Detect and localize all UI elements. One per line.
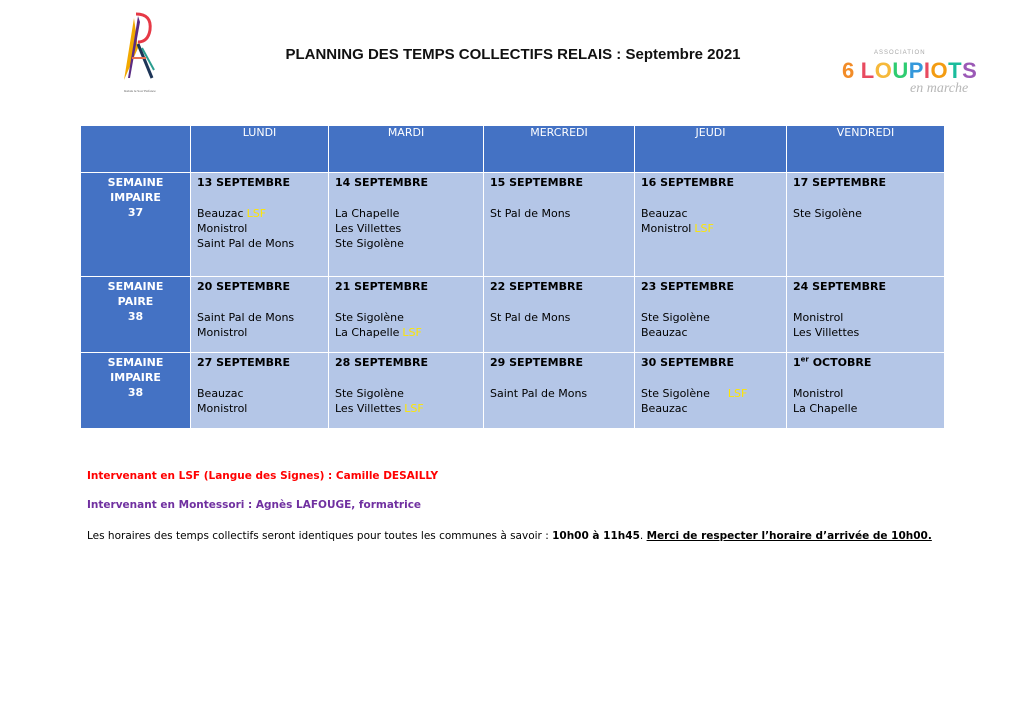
week-label-line: IMPAIRE bbox=[110, 191, 161, 204]
day-cell bbox=[635, 353, 787, 429]
venue-line bbox=[641, 325, 786, 340]
day-date: 20 SEPTEMBRE bbox=[197, 280, 290, 293]
venue-name: Beauzac bbox=[641, 207, 688, 220]
day-date-number: 1 bbox=[793, 356, 801, 369]
venue-line bbox=[793, 386, 944, 401]
venue-line bbox=[335, 325, 483, 340]
week-label-line: IMPAIRE bbox=[110, 371, 161, 384]
venue-line bbox=[641, 221, 786, 236]
lsf-badge: LSF bbox=[246, 207, 267, 220]
venue-line bbox=[793, 310, 944, 325]
brand-letter: P bbox=[908, 58, 924, 83]
loupiots-association-label: ASSOCIATION bbox=[874, 50, 926, 56]
venue-line bbox=[197, 386, 328, 401]
relais-logo-caption: Relais le Sou' Enfance bbox=[124, 89, 156, 93]
venue-name: St Pal de Mons bbox=[490, 207, 571, 220]
venue-name: La Chapelle bbox=[793, 402, 858, 415]
venue-name: Ste Sigolène bbox=[335, 311, 404, 324]
day-cell bbox=[329, 353, 484, 429]
venue-name: Monistrol bbox=[197, 326, 248, 339]
planning-table bbox=[80, 125, 945, 429]
day-cell bbox=[329, 173, 484, 277]
venue-line bbox=[197, 221, 328, 236]
day-date: 27 SEPTEMBRE bbox=[197, 356, 290, 369]
lsf-badge: LSF bbox=[694, 222, 714, 235]
week-label bbox=[81, 277, 191, 353]
header-day: MERCREDI bbox=[484, 126, 635, 173]
week-label-line: SEMAINE bbox=[107, 176, 164, 189]
venue-line bbox=[793, 325, 944, 340]
venue-name: Ste Sigolène bbox=[335, 387, 404, 400]
venue-name: Ste Sigolène bbox=[793, 207, 862, 220]
header-day: JEUDI bbox=[635, 126, 787, 173]
venue-line bbox=[197, 325, 328, 340]
week-label-line: 38 bbox=[127, 386, 144, 399]
day-cell bbox=[787, 353, 945, 429]
day-date: 16 SEPTEMBRE bbox=[641, 176, 734, 189]
venue-name: Les Villettes bbox=[335, 402, 402, 415]
day-date: 30 SEPTEMBRE bbox=[641, 356, 734, 369]
hours-reminder: Merci de respecter l’horaire d’arrivée de 10h00. bbox=[646, 530, 932, 542]
lsf-badge: LSF bbox=[402, 326, 422, 339]
loupiots-tagline: en marche bbox=[910, 81, 969, 96]
day-date: 29 SEPTEMBRE bbox=[490, 356, 583, 369]
day-cell bbox=[635, 173, 787, 277]
week-row bbox=[81, 173, 945, 277]
week-row bbox=[81, 353, 945, 429]
brand-letter: I bbox=[923, 58, 931, 83]
day-date: 13 SEPTEMBRE bbox=[197, 176, 290, 189]
day-cell bbox=[191, 277, 329, 353]
brand-letter: 6 bbox=[842, 58, 855, 83]
venue-name: Saint Pal de Mons bbox=[490, 387, 588, 400]
brand-letter: O bbox=[874, 58, 893, 83]
day-date: 17 SEPTEMBRE bbox=[793, 176, 886, 189]
brand-letter: U bbox=[892, 58, 909, 83]
hours-note bbox=[87, 530, 932, 542]
venue-line bbox=[641, 401, 786, 416]
page-title: PLANNING DES TEMPS COLLECTIFS RELAIS : Septembre 2021 bbox=[285, 46, 741, 63]
lsf-badge: LSF bbox=[404, 402, 424, 415]
header-corner bbox=[81, 126, 191, 173]
day-date-suffix: er bbox=[800, 355, 809, 364]
week-row bbox=[81, 277, 945, 353]
day-cell bbox=[787, 277, 945, 353]
hours-value: 10h00 à 11h45 bbox=[552, 530, 640, 542]
venue-line bbox=[335, 206, 483, 221]
venue-name: Beauzac bbox=[197, 207, 244, 220]
venue-line bbox=[793, 401, 944, 416]
table-header-row bbox=[81, 126, 945, 173]
venue-line bbox=[197, 236, 328, 251]
day-date: 24 SEPTEMBRE bbox=[793, 280, 886, 293]
day-date: 14 SEPTEMBRE bbox=[335, 176, 428, 189]
header-day: VENDREDI bbox=[787, 126, 945, 173]
venue-name: Les Villettes bbox=[793, 326, 860, 339]
relais-logo bbox=[116, 8, 164, 96]
brand-letter: T bbox=[948, 58, 963, 83]
venue-name: Monistrol bbox=[197, 222, 248, 235]
venue-name: Ste Sigolène bbox=[641, 311, 710, 324]
lsf-badge: LSF bbox=[727, 387, 748, 400]
week-label-line: PAIRE bbox=[117, 295, 154, 308]
montessori-note: Intervenant en Montessori : Agnès LAFOUGE, formatrice bbox=[87, 499, 422, 511]
week-label-line: 37 bbox=[127, 206, 144, 219]
venue-line bbox=[335, 310, 483, 325]
venue-name: Saint Pal de Mons bbox=[197, 237, 295, 250]
brand-letter: O bbox=[930, 58, 949, 83]
venue-name: Monistrol bbox=[793, 311, 844, 324]
venue-name: Ste Sigolène bbox=[641, 387, 710, 400]
day-cell bbox=[484, 277, 635, 353]
lsf-note: Intervenant en LSF (Langue des Signes) : Camille DESAILLY bbox=[87, 470, 439, 482]
venue-line bbox=[197, 310, 328, 325]
venue-name: Monistrol bbox=[793, 387, 844, 400]
venue-line bbox=[197, 206, 328, 221]
venue-line bbox=[793, 206, 944, 221]
hours-text: Les horaires des temps collectifs seront identiques pour toutes les communes à savoir : bbox=[87, 530, 553, 542]
venue-name: Saint Pal de Mons bbox=[197, 311, 295, 324]
venue-name: Ste Sigolène bbox=[335, 237, 404, 250]
day-date bbox=[793, 355, 944, 370]
week-label-line: SEMAINE bbox=[107, 356, 164, 369]
venue-name: Monistrol bbox=[641, 222, 692, 235]
day-date: 22 SEPTEMBRE bbox=[490, 280, 583, 293]
day-date: 28 SEPTEMBRE bbox=[335, 356, 428, 369]
venue-line bbox=[641, 206, 786, 221]
venue-name: Monistrol bbox=[197, 402, 248, 415]
week-label bbox=[81, 353, 191, 429]
venue-line bbox=[335, 221, 483, 236]
day-date: 15 SEPTEMBRE bbox=[490, 176, 583, 189]
venue-line bbox=[335, 236, 483, 251]
venue-line bbox=[641, 386, 786, 401]
venue-line bbox=[641, 310, 786, 325]
header-day: LUNDI bbox=[191, 126, 329, 173]
venue-name: La Chapelle bbox=[335, 207, 400, 220]
relais-logo-mark bbox=[116, 8, 164, 88]
hours-separator: . bbox=[639, 530, 647, 542]
header-day: MARDI bbox=[329, 126, 484, 173]
venue-name: Beauzac bbox=[641, 402, 688, 415]
venue-name: Beauzac bbox=[197, 387, 244, 400]
day-cell bbox=[191, 353, 329, 429]
week-label-line: 38 bbox=[127, 310, 144, 323]
venue-line bbox=[335, 401, 483, 416]
day-date-month: OCTOBRE bbox=[808, 356, 872, 369]
day-cell bbox=[484, 353, 635, 429]
day-cell bbox=[329, 277, 484, 353]
loupiots-logo bbox=[838, 50, 978, 102]
venue-line bbox=[490, 206, 634, 221]
day-cell bbox=[635, 277, 787, 353]
week-label bbox=[81, 173, 191, 277]
day-cell bbox=[191, 173, 329, 277]
day-date: 21 SEPTEMBRE bbox=[335, 280, 428, 293]
venue-name: St Pal de Mons bbox=[490, 311, 571, 324]
day-cell bbox=[484, 173, 635, 277]
venue-line bbox=[335, 386, 483, 401]
week-label-line: SEMAINE bbox=[107, 280, 164, 293]
venue-line bbox=[197, 401, 328, 416]
venue-name: La Chapelle bbox=[335, 326, 400, 339]
day-cell bbox=[787, 173, 945, 277]
venue-name: Beauzac bbox=[641, 326, 688, 339]
venue-line bbox=[490, 310, 634, 325]
brand-letter: L bbox=[860, 58, 875, 83]
venue-name: Les Villettes bbox=[335, 222, 402, 235]
venue-line bbox=[490, 386, 634, 401]
brand-letter: S bbox=[962, 58, 978, 83]
day-date: 23 SEPTEMBRE bbox=[641, 280, 734, 293]
